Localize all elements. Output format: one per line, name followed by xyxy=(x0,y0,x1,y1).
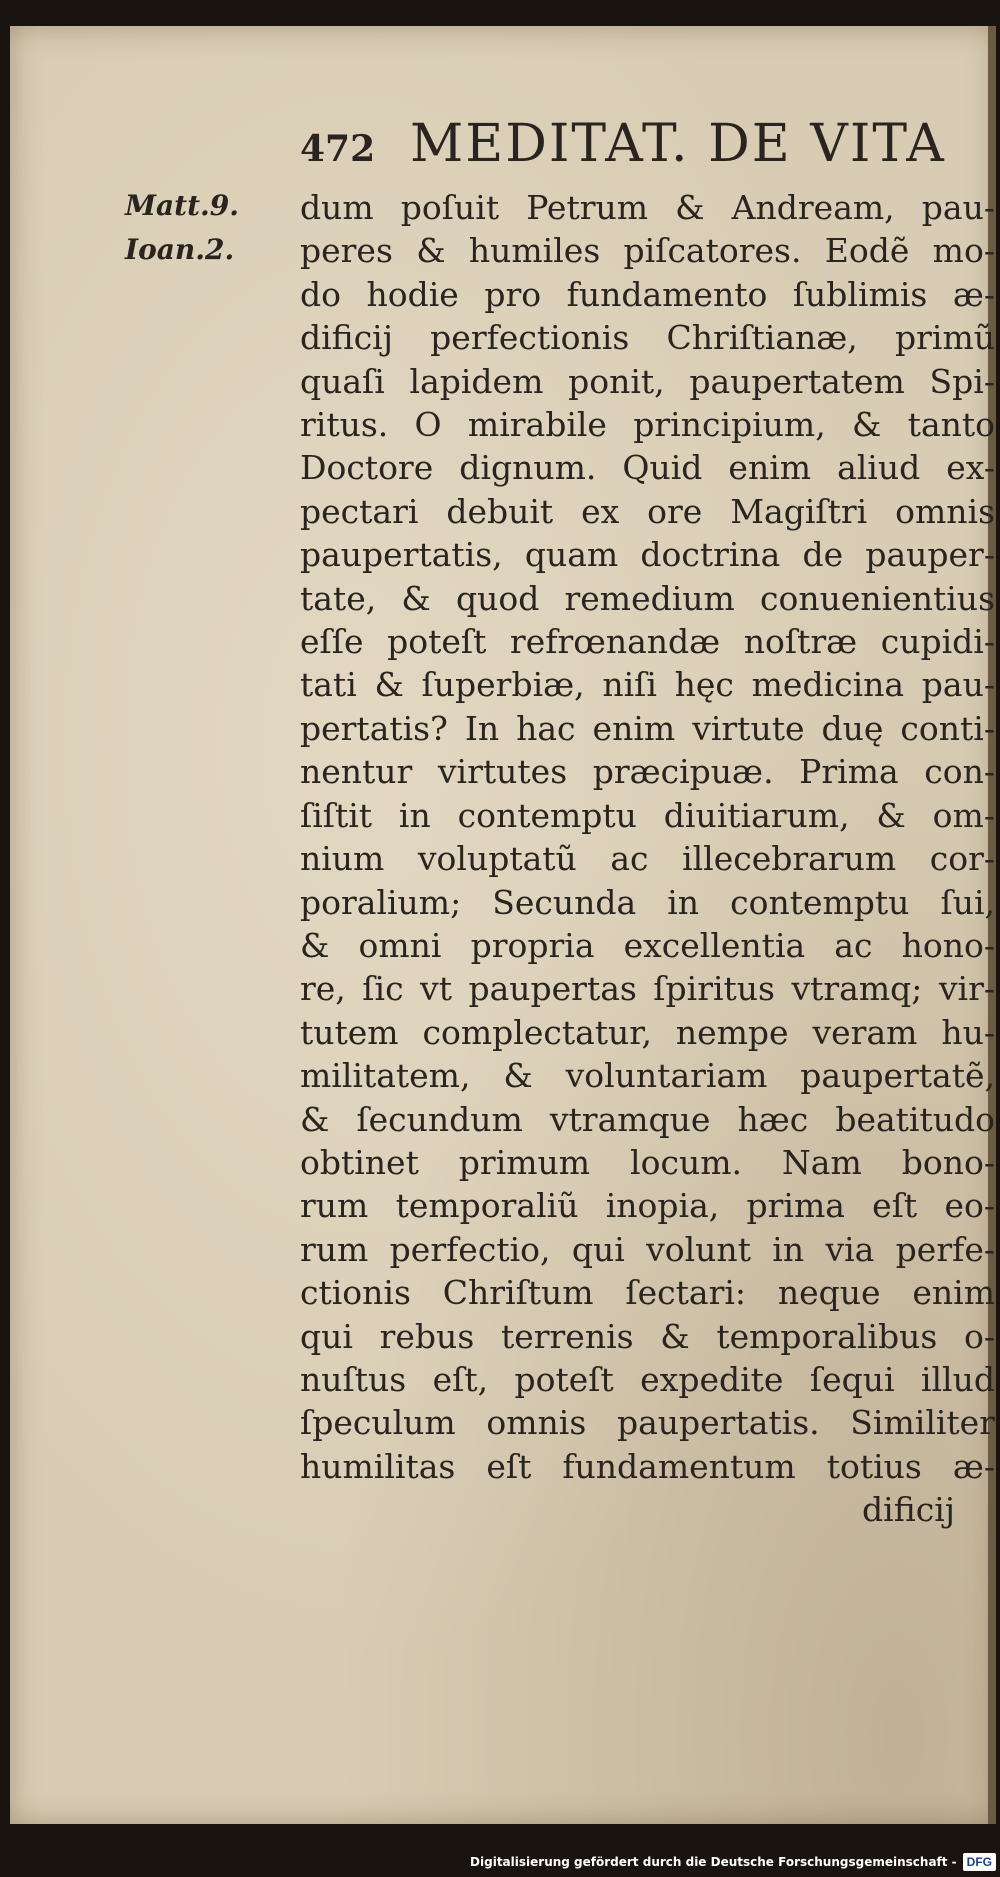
text-line: tutem complectatur, nempe veram hu- xyxy=(300,1012,995,1052)
text-line: Doctore dignum. Quid enim aliud ex- xyxy=(300,448,995,488)
catchword: dificij xyxy=(862,1490,955,1530)
text-line: dificij perfectionis Chriſtianæ, primũ xyxy=(300,318,995,358)
funding-credit: Digitalisierung gefördert durch die Deutsche Forschungsgemeinschaft - xyxy=(470,1855,957,1869)
text-line: pertatis? In hac enim virtute duę conti- xyxy=(300,708,995,748)
body-text xyxy=(300,186,995,1532)
text-line: tate, & quod remedium conuenientius xyxy=(300,578,995,618)
text-line: obtinet primum locum. Nam bono- xyxy=(300,1142,995,1182)
text-line: re, ſic vt paupertas ſpiritus vtramq; vir- xyxy=(300,969,995,1009)
marginal-notes xyxy=(125,184,265,272)
text-line: paupertatis, quam doctrina de pauper- xyxy=(300,535,995,575)
text-line: nuſtus eſt, poteſt expedite ſequi illud xyxy=(300,1359,995,1399)
text-line: militatem, & voluntariam paupertatẽ, xyxy=(300,1056,995,1096)
text-line: humilitas eſt fundamentum totius æ- xyxy=(300,1446,995,1486)
text-line: eſſe poteſt refrœnandæ noſtræ cupidi- xyxy=(300,622,995,662)
digitization-footer xyxy=(470,1847,1000,1877)
text-line: pectari debuit ex ore Magiſtri omnis xyxy=(300,491,995,531)
text-line: do hodie pro fundamento ſublimis æ- xyxy=(300,274,995,314)
marginal-note: Ioan.2. xyxy=(125,233,235,266)
text-line: poralium; Secunda in contemptu ſui, xyxy=(300,882,995,922)
text-line: ſiſtit in contemptu diuitiarum, & om- xyxy=(300,795,995,835)
text-line: qui rebus terrenis & temporalibus o- xyxy=(300,1316,995,1356)
text-line: rum temporaliũ inopia, prima eſt eo- xyxy=(300,1186,995,1226)
book-page xyxy=(10,26,996,1824)
text-line: ritus. O mirabile principium, & tanto xyxy=(300,405,995,445)
text-line: ctionis Chriſtum ſectari: neque enim xyxy=(300,1273,995,1313)
text-line: tati & ſuperbiæ, niſi hęc medicina pau- xyxy=(300,665,995,705)
text-line: rum perfectio, qui volunt in via perfe- xyxy=(300,1229,995,1269)
marginal-note: Matt.9. xyxy=(125,189,239,222)
text-line: & omni propria excellentia ac hono- xyxy=(300,925,995,965)
text-line: & ſecundum vtramque hæc beatitudo xyxy=(300,1099,995,1139)
text-line: quaſi lapidem ponit, paupertatem Spi- xyxy=(300,361,995,401)
text-line: peres & humiles piſcatores. Eodẽ mo- xyxy=(300,231,995,271)
text-line: dum poſuit Petrum & Andream, pau- xyxy=(300,188,995,227)
text-line: ſpeculum omnis paupertatis. Similiter xyxy=(300,1403,995,1443)
text-line: nium voluptatũ ac illecebrarum cor- xyxy=(300,839,995,879)
text-line: nentur virtutes præcipuæ. Prima con- xyxy=(300,752,995,792)
page-number: 472 xyxy=(300,128,376,170)
running-head: MEDITAT. DE VITA xyxy=(410,114,946,174)
dfg-logo: DFG xyxy=(963,1853,996,1871)
